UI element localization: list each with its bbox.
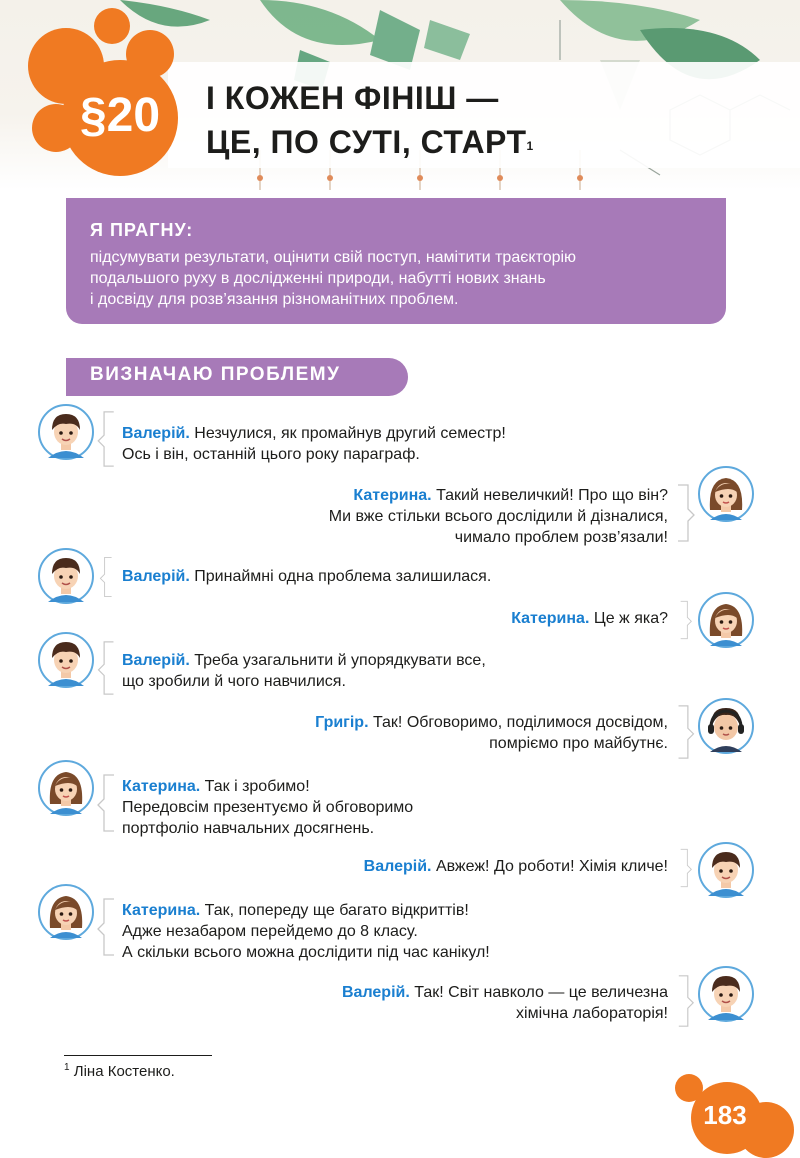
- line-text: Так, попереду ще багато відкриттів!: [204, 902, 469, 919]
- line-text: Так! Обговоримо, поділимося досвідом,: [372, 714, 668, 731]
- title-line-1: І КОЖЕН ФІНІШ —: [206, 80, 499, 116]
- line-text: Такий невеличкий! Про що він?: [436, 487, 668, 504]
- speech-bracket: [96, 410, 116, 468]
- dialogue-line: [315, 712, 668, 754]
- speaker-name: Катерина.: [511, 610, 590, 627]
- goals-line-2: подальшого руху в дослідженні природи, набутті нових знань: [90, 270, 546, 287]
- line-text: що зробили й чого навчилися.: [122, 673, 346, 690]
- dialogue-line: [364, 856, 668, 877]
- speech-bracket: [96, 890, 116, 964]
- line-text: Це ж яка?: [593, 610, 668, 627]
- line-text: помріємо про майбутнє.: [489, 735, 668, 752]
- avatar-valerii: [698, 842, 754, 898]
- section-title: ВИЗНАЧАЮ ПРОБЛЕМУ: [90, 364, 341, 385]
- dialogue-line: [122, 776, 413, 839]
- footnote: [64, 1062, 175, 1080]
- speech-bracket: [96, 556, 116, 598]
- speaker-name: Валерій.: [122, 652, 190, 669]
- section-heading: [66, 358, 408, 396]
- speaker-name: Григір.: [315, 714, 369, 731]
- chapter-header: [0, 0, 800, 190]
- paragraph-number: §20: [79, 89, 161, 142]
- line-text: Ось і він, останній цього року параграф.: [122, 446, 420, 463]
- page-number: 183: [703, 1100, 747, 1130]
- goals-line-1: підсумувати результати, оцінити свій поступ, намітити траєкторію: [90, 249, 577, 266]
- avatar-kateryna: [698, 592, 754, 648]
- speaker-name: Валерій.: [122, 568, 190, 585]
- avatar-hryhir: [698, 698, 754, 754]
- line-text: Так! Світ навколо — це величезна: [414, 984, 668, 1001]
- avatar-valerii: [38, 548, 94, 604]
- dialogue-line: [122, 566, 491, 587]
- goals-box: [66, 198, 726, 324]
- speaker-name: Катерина.: [122, 902, 201, 919]
- speech-bracket: [676, 476, 696, 550]
- avatar-valerii: [38, 404, 94, 460]
- speech-bracket: [96, 766, 116, 840]
- line-text: хімічна лабораторія!: [516, 1005, 668, 1022]
- goals-title: Я ПРАГНУ:: [90, 220, 194, 240]
- line-text: Передовсім презентуємо й обговоримо: [122, 799, 414, 816]
- footnote-mark: 1: [64, 1062, 70, 1073]
- goals-line-3: і досвіду для розв’язання різноманітних проблем.: [90, 291, 459, 308]
- line-text: Треба узагальнити й упорядкувати все,: [194, 652, 486, 669]
- speech-bracket: [676, 704, 696, 760]
- avatar-kateryna: [38, 884, 94, 940]
- speaker-name: Валерій.: [122, 425, 190, 442]
- dialogue-line: [342, 982, 668, 1024]
- title-footnote-mark: 1: [526, 139, 534, 153]
- dialogue-line: [122, 900, 490, 963]
- line-text: Принаймні одна проблема залишилася.: [194, 568, 492, 585]
- footnote-text: Ліна Костенко.: [73, 1063, 175, 1080]
- line-text: Так і зробимо!: [204, 778, 310, 795]
- line-text: портфоліо навчальних досягнень.: [122, 820, 375, 837]
- speaker-name: Катерина.: [353, 487, 432, 504]
- dialogue-line: [122, 650, 486, 692]
- dialogue-line: [329, 485, 668, 548]
- line-text: Адже незабаром перейдемо до 8 класу.: [122, 923, 418, 940]
- speech-bracket: [676, 848, 696, 888]
- dialogue-line: [122, 423, 506, 465]
- dialogue-line: [511, 608, 668, 629]
- line-text: Незчулися, як промайнув другий семестр!: [194, 425, 506, 442]
- line-text: А скільки всього можна дослідити під час канікул!: [122, 944, 490, 961]
- line-text: Авжеж! До роботи! Хімія кличе!: [435, 858, 668, 875]
- avatar-valerii: [698, 966, 754, 1022]
- goals-text: [90, 247, 702, 310]
- line-text: Ми вже стільки всього дослідили й дізналися,: [328, 508, 668, 525]
- avatar-kateryna: [38, 760, 94, 816]
- avatar-kateryna: [698, 466, 754, 522]
- speech-bracket: [676, 600, 696, 640]
- page-title: [206, 76, 534, 164]
- avatar-valerii: [38, 632, 94, 688]
- speaker-name: Катерина.: [122, 778, 201, 795]
- speaker-name: Валерій.: [342, 984, 410, 1001]
- title-line-2: ЦЕ, ПО СУТІ, СТАРТ: [206, 124, 527, 160]
- speech-bracket: [676, 974, 696, 1028]
- speech-bracket: [96, 640, 116, 696]
- footnote-divider: [64, 1055, 212, 1056]
- line-text: чимало проблем розв’язали!: [454, 529, 668, 546]
- speaker-name: Валерій.: [363, 858, 432, 875]
